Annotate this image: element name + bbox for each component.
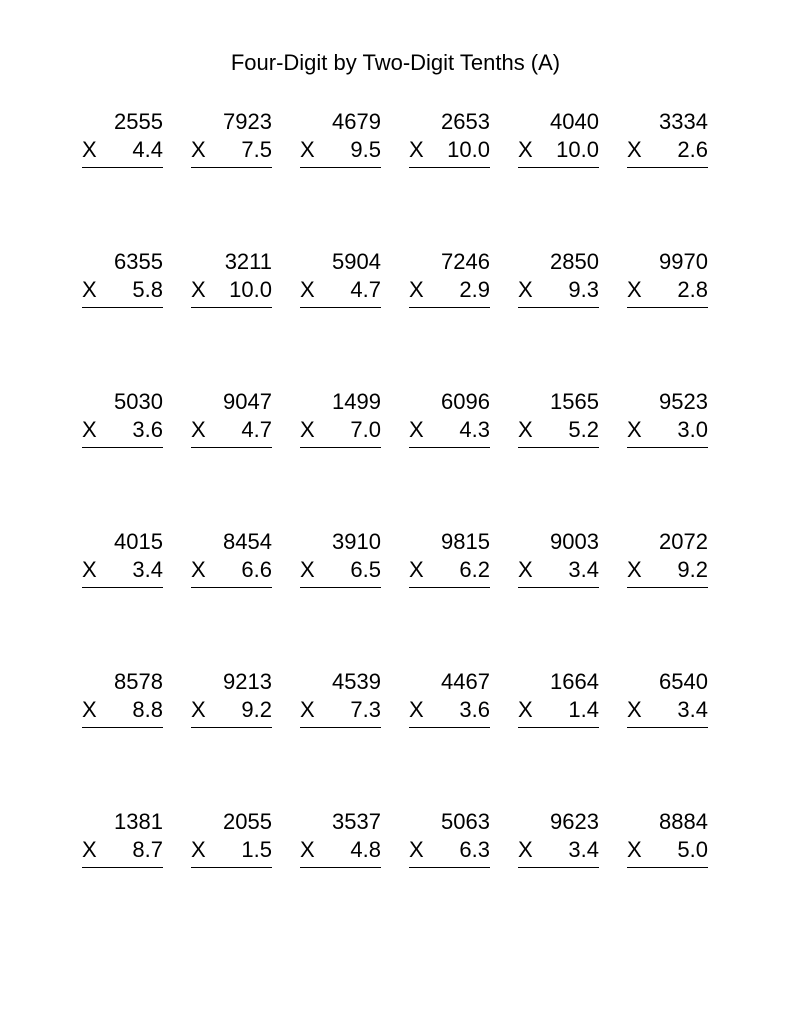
multiplication-problem	[409, 808, 490, 888]
multiply-sign: X	[300, 557, 315, 582]
multiply-sign: X	[518, 417, 533, 442]
multiplicand: 4679	[332, 109, 381, 134]
multiply-sign: X	[82, 557, 97, 582]
answer-line	[518, 167, 599, 168]
multiply-sign: X	[627, 137, 642, 162]
multiplication-problem	[300, 388, 381, 468]
multiplier-row	[300, 836, 381, 864]
multiplier: 6.3	[459, 837, 490, 862]
multiplication-problem	[409, 248, 490, 328]
multiplicand: 9213	[223, 669, 272, 694]
multiplicand: 2055	[223, 809, 272, 834]
multiplicand: 7246	[441, 249, 490, 274]
multiplier-row	[191, 556, 272, 584]
multiplier: 9.2	[241, 697, 272, 722]
multiplier-row	[627, 416, 708, 444]
answer-line	[191, 307, 272, 308]
multiplier-row	[518, 836, 599, 864]
answer-line	[82, 727, 163, 728]
multiplier: 9.3	[568, 277, 599, 302]
multiplier: 4.7	[350, 277, 381, 302]
answer-line	[300, 447, 381, 448]
multiplier: 10.0	[229, 277, 272, 302]
multiplication-problem	[300, 528, 381, 608]
multiplier: 8.8	[132, 697, 163, 722]
multiplication-problem	[409, 388, 490, 468]
multiplicand: 1381	[114, 809, 163, 834]
problem-grid	[82, 108, 710, 948]
multiplier: 3.4	[568, 557, 599, 582]
multiplication-problem	[627, 528, 708, 608]
multiply-sign: X	[409, 697, 424, 722]
answer-line	[82, 587, 163, 588]
multiplier: 3.4	[568, 837, 599, 862]
multiplier-row	[409, 416, 490, 444]
multiplier: 10.0	[556, 137, 599, 162]
answer-line	[300, 587, 381, 588]
multiplier-row	[191, 696, 272, 724]
multiplier: 3.4	[677, 697, 708, 722]
answer-line	[409, 307, 490, 308]
multiplicand: 9970	[659, 249, 708, 274]
multiplicand: 8884	[659, 809, 708, 834]
multiplicand: 8454	[223, 529, 272, 554]
multiplication-problem	[82, 668, 163, 748]
answer-line	[300, 867, 381, 868]
multiplication-problem	[627, 108, 708, 188]
multiplicand: 2653	[441, 109, 490, 134]
multiplier-row	[409, 556, 490, 584]
answer-line	[518, 447, 599, 448]
multiplication-problem	[518, 248, 599, 328]
multiplicand: 4467	[441, 669, 490, 694]
multiplicand: 8578	[114, 669, 163, 694]
multiplier: 4.4	[132, 137, 163, 162]
multiply-sign: X	[627, 277, 642, 302]
multiplication-problem	[82, 388, 163, 468]
multiplication-problem	[82, 248, 163, 328]
multiply-sign: X	[82, 137, 97, 162]
multiply-sign: X	[409, 557, 424, 582]
multiply-sign: X	[409, 137, 424, 162]
multiplication-problem	[409, 108, 490, 188]
answer-line	[82, 867, 163, 868]
multiplier-row	[82, 696, 163, 724]
multiplication-problem	[518, 388, 599, 468]
answer-line	[518, 727, 599, 728]
multiplier-row	[300, 276, 381, 304]
answer-line	[191, 167, 272, 168]
multiplier: 2.9	[459, 277, 490, 302]
multiplier-row	[191, 836, 272, 864]
multiplier-row	[518, 556, 599, 584]
multiplicand: 9003	[550, 529, 599, 554]
multiply-sign: X	[518, 697, 533, 722]
multiplier: 9.5	[350, 137, 381, 162]
multiply-sign: X	[300, 137, 315, 162]
multiplier-row	[82, 136, 163, 164]
multiplication-problem	[82, 108, 163, 188]
multiplicand: 7923	[223, 109, 272, 134]
multiplier-row	[409, 136, 490, 164]
multiply-sign: X	[518, 137, 533, 162]
multiplication-problem	[518, 528, 599, 608]
multiplier-row	[191, 416, 272, 444]
multiply-sign: X	[300, 277, 315, 302]
multiplicand: 6355	[114, 249, 163, 274]
multiplication-problem	[518, 668, 599, 748]
multiplier: 6.2	[459, 557, 490, 582]
multiplicand: 2072	[659, 529, 708, 554]
multiply-sign: X	[409, 277, 424, 302]
multiplier-row	[518, 416, 599, 444]
multiplication-problem	[300, 668, 381, 748]
answer-line	[518, 867, 599, 868]
multiplication-problem	[627, 248, 708, 328]
multiplier-row	[627, 836, 708, 864]
answer-line	[409, 727, 490, 728]
multiplicand: 5030	[114, 389, 163, 414]
multiplicand: 1565	[550, 389, 599, 414]
multiplier: 5.2	[568, 417, 599, 442]
multiplication-problem	[82, 528, 163, 608]
answer-line	[627, 167, 708, 168]
multiplier: 4.3	[459, 417, 490, 442]
multiplier-row	[627, 556, 708, 584]
multiplier: 6.5	[350, 557, 381, 582]
multiplier-row	[518, 696, 599, 724]
answer-line	[191, 587, 272, 588]
multiplier: 7.0	[350, 417, 381, 442]
multiplier: 3.6	[132, 417, 163, 442]
answer-line	[627, 727, 708, 728]
multiplicand: 3334	[659, 109, 708, 134]
multiplier-row	[300, 696, 381, 724]
multiplier: 5.8	[132, 277, 163, 302]
multiplication-problem	[409, 528, 490, 608]
multiplicand: 9523	[659, 389, 708, 414]
multiplication-problem	[518, 808, 599, 888]
multiply-sign: X	[191, 277, 206, 302]
multiplier-row	[82, 416, 163, 444]
answer-line	[300, 167, 381, 168]
multiplier: 3.0	[677, 417, 708, 442]
answer-line	[627, 867, 708, 868]
multiply-sign: X	[518, 557, 533, 582]
answer-line	[409, 167, 490, 168]
multiply-sign: X	[627, 697, 642, 722]
multiplication-problem	[627, 808, 708, 888]
multiplier-row	[300, 556, 381, 584]
multiplier: 1.4	[568, 697, 599, 722]
answer-line	[82, 167, 163, 168]
multiply-sign: X	[300, 697, 315, 722]
multiply-sign: X	[191, 837, 206, 862]
multiplication-problem	[627, 388, 708, 468]
multiply-sign: X	[627, 837, 642, 862]
multiplier: 2.6	[677, 137, 708, 162]
multiplication-problem	[191, 108, 272, 188]
multiply-sign: X	[191, 137, 206, 162]
multiplicand: 1664	[550, 669, 599, 694]
multiplicand: 3910	[332, 529, 381, 554]
multiplicand: 2555	[114, 109, 163, 134]
multiply-sign: X	[82, 837, 97, 862]
answer-line	[627, 587, 708, 588]
multiplier: 5.0	[677, 837, 708, 862]
multiplier-row	[518, 276, 599, 304]
multiplier-row	[82, 276, 163, 304]
multiplicand: 9047	[223, 389, 272, 414]
multiplier: 2.8	[677, 277, 708, 302]
multiplier-row	[409, 696, 490, 724]
multiplicand: 2850	[550, 249, 599, 274]
answer-line	[300, 307, 381, 308]
answer-line	[82, 307, 163, 308]
multiplicand: 1499	[332, 389, 381, 414]
multiplier-row	[627, 136, 708, 164]
multiplicand: 9815	[441, 529, 490, 554]
multiplier-row	[627, 696, 708, 724]
answer-line	[518, 307, 599, 308]
multiply-sign: X	[82, 417, 97, 442]
multiply-sign: X	[300, 837, 315, 862]
multiplicand: 6096	[441, 389, 490, 414]
multiplier: 3.4	[132, 557, 163, 582]
multiply-sign: X	[191, 557, 206, 582]
multiplicand: 3211	[224, 249, 272, 274]
multiplier: 10.0	[447, 137, 490, 162]
multiplier-row	[82, 556, 163, 584]
multiplicand: 6540	[659, 669, 708, 694]
multiplicand: 5063	[441, 809, 490, 834]
multiplication-problem	[191, 808, 272, 888]
answer-line	[82, 447, 163, 448]
answer-line	[627, 447, 708, 448]
multiplier-row	[82, 836, 163, 864]
multiplier-row	[300, 136, 381, 164]
multiply-sign: X	[300, 417, 315, 442]
multiply-sign: X	[409, 837, 424, 862]
multiplication-problem	[191, 528, 272, 608]
multiplier-row	[518, 136, 599, 164]
multiplication-problem	[300, 808, 381, 888]
multiplier: 4.7	[241, 417, 272, 442]
answer-line	[627, 307, 708, 308]
multiplier-row	[409, 276, 490, 304]
multiplier-row	[300, 416, 381, 444]
answer-line	[409, 867, 490, 868]
answer-line	[300, 727, 381, 728]
answer-line	[409, 447, 490, 448]
multiply-sign: X	[191, 417, 206, 442]
multiplier: 7.3	[350, 697, 381, 722]
multiply-sign: X	[82, 697, 97, 722]
multiply-sign: X	[518, 277, 533, 302]
page-title: Four-Digit by Two-Digit Tenths (A)	[230, 50, 561, 75]
multiply-sign: X	[518, 837, 533, 862]
multiplier: 7.5	[241, 137, 272, 162]
multiplicand: 9623	[550, 809, 599, 834]
multiplication-problem	[300, 108, 381, 188]
multiplication-problem	[627, 668, 708, 748]
multiplier-row	[627, 276, 708, 304]
multiplier: 3.6	[459, 697, 490, 722]
multiplier-row	[191, 276, 272, 304]
multiplier: 8.7	[132, 837, 163, 862]
multiplication-problem	[518, 108, 599, 188]
answer-line	[191, 447, 272, 448]
multiplier: 4.8	[350, 837, 381, 862]
multiplier-row	[409, 836, 490, 864]
multiplier: 6.6	[241, 557, 272, 582]
multiply-sign: X	[82, 277, 97, 302]
multiplication-problem	[82, 808, 163, 888]
answer-line	[191, 867, 272, 868]
multiplier: 1.5	[241, 837, 272, 862]
multiplicand: 3537	[332, 809, 381, 834]
answer-line	[409, 587, 490, 588]
multiply-sign: X	[191, 697, 206, 722]
multiplicand: 4539	[332, 669, 381, 694]
multiply-sign: X	[627, 417, 642, 442]
multiplication-problem	[191, 668, 272, 748]
multiplication-problem	[409, 668, 490, 748]
multiply-sign: X	[409, 417, 424, 442]
multiplicand: 4015	[114, 529, 163, 554]
answer-line	[191, 727, 272, 728]
answer-line	[518, 587, 599, 588]
multiplier-row	[191, 136, 272, 164]
multiplier: 9.2	[677, 557, 708, 582]
multiplication-problem	[191, 388, 272, 468]
multiply-sign: X	[627, 557, 642, 582]
multiplicand: 4040	[550, 109, 599, 134]
multiplication-problem	[300, 248, 381, 328]
multiplicand: 5904	[332, 249, 381, 274]
multiplication-problem	[191, 248, 272, 328]
